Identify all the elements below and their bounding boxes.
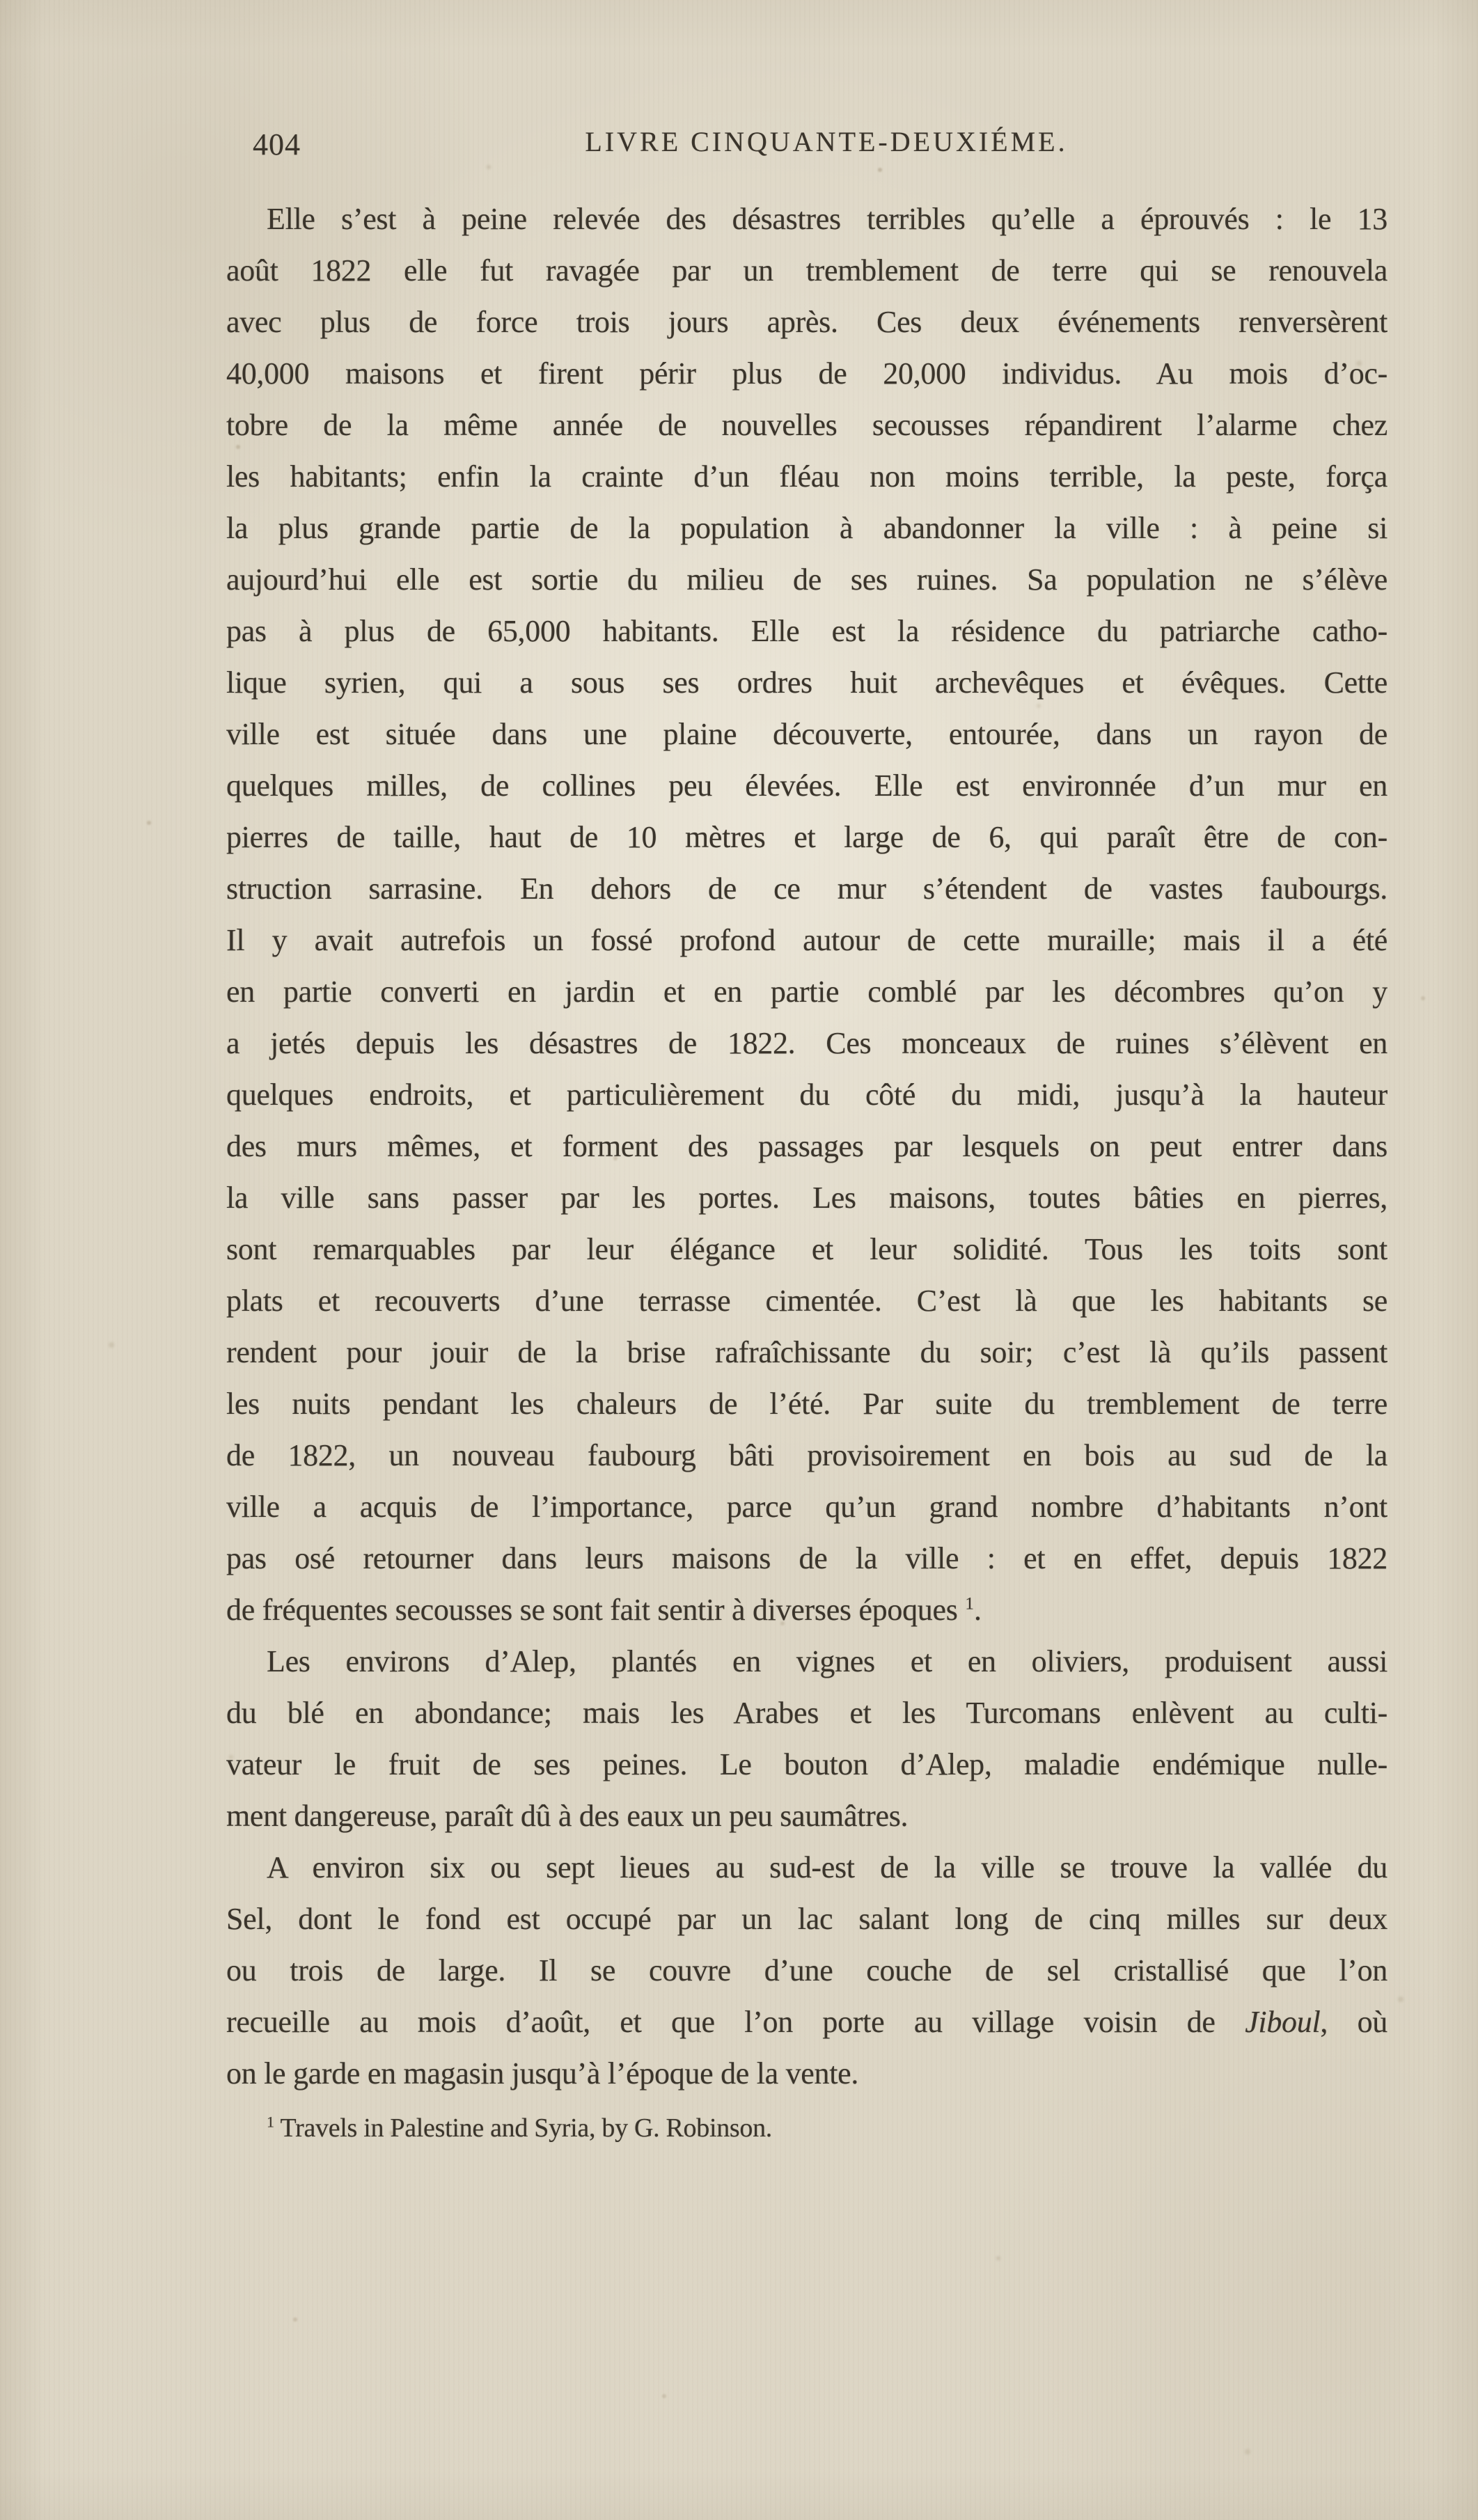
- text-segment: plats et recouverts d’une terrasse cimentée. C’est là que les habitants se: [226, 1284, 1387, 1318]
- text-segment: la plus grande partie de la population à abandonner la ville : à peine si: [226, 511, 1387, 545]
- text-line: [226, 1790, 1387, 1842]
- text-line: [226, 1430, 1387, 1481]
- text-segment: aujourd’hui elle est sortie du milieu de ses ruines. Sa population ne s’élève: [226, 562, 1387, 597]
- text-segment: du blé en abondance; mais les Arabes et les Turcomans enlèvent au culti-: [226, 1696, 1387, 1730]
- text-segment: .: [974, 1593, 982, 1627]
- page-header: [226, 125, 1387, 174]
- paragraph: [226, 194, 1387, 1636]
- text-line: [226, 915, 1387, 966]
- text-line: [226, 966, 1387, 1018]
- text-segment: Les environs d’Alep, plantés en vignes et en oliviers, produisent aussi: [267, 1644, 1387, 1678]
- text-line: [226, 863, 1387, 915]
- text-line: [226, 245, 1387, 297]
- text-segment: les nuits pendant les chaleurs de l’été. Par suite du tremblement de terre: [226, 1387, 1387, 1421]
- text-segment: ville a acquis de l’importance, parce qu’un grand nombre d’habitants n’ont: [226, 1490, 1387, 1524]
- italic-text: Jiboul: [1245, 2005, 1321, 2039]
- text-segment: rendent pour jouir de la brise rafraîchissante du soir; c’est là qu’ils passent: [226, 1335, 1387, 1369]
- text-line: [226, 1275, 1387, 1327]
- text-segment: a jetés depuis les désastres de 1822. Ces monceaux de ruines s’élèvent en: [226, 1026, 1387, 1060]
- text-line: [226, 1636, 1387, 1687]
- text-line: [226, 400, 1387, 451]
- text-segment: ment dangereuse, paraît dû à des eaux un peu saumâtres.: [226, 1799, 909, 1833]
- footnote: [226, 2102, 1387, 2154]
- text-line: [226, 1327, 1387, 1378]
- text-segment: vateur le fruit de ses peines. Le bouton d’Alep, maladie endémique nulle-: [226, 1747, 1387, 1781]
- text-line: [226, 760, 1387, 812]
- footnote-marker: 1: [965, 1593, 974, 1614]
- text-segment: en partie converti en jardin et en partie comblé par les décombres qu’on y: [226, 975, 1387, 1009]
- text-line: [226, 1533, 1387, 1584]
- text-line: [226, 1584, 1387, 1636]
- text-line: [226, 1739, 1387, 1790]
- text-line: [226, 606, 1387, 657]
- text-segment: Elle s’est à peine relevée des désastres terribles qu’elle a éprouvés : le 13: [267, 202, 1387, 236]
- text-line: [226, 657, 1387, 709]
- text-segment: 40,000 maisons et firent périr plus de 20,000 individus. Au mois d’oc-: [226, 356, 1387, 391]
- text-segment: Travels in Palestine and Syria, by G. Robinson.: [274, 2113, 773, 2143]
- text-segment: pas osé retourner dans leurs maisons de la ville : et en effet, depuis 1822: [226, 1541, 1387, 1575]
- text-line: [226, 1481, 1387, 1533]
- text-line: [226, 1121, 1387, 1172]
- text-segment: pierres de taille, haut de 10 mètres et large de 6, qui paraît être de con-: [226, 820, 1387, 854]
- text-segment: ou trois de large. Il se couvre d’une couche de sel cristallisé que l’on: [226, 1953, 1387, 1987]
- text-segment: A environ six ou sept lieues au sud-est de la ville se trouve la vallée du: [267, 1850, 1387, 1884]
- text-segment: pas à plus de 65,000 habitants. Elle est la résidence du patriarche catho-: [226, 614, 1387, 648]
- text-segment: recueille au mois d’août, et que l’on porte au village voisin de: [226, 2005, 1245, 2039]
- text-segment: avec plus de force trois jours après. Ces deux événements renversèrent: [226, 305, 1387, 339]
- text-segment: de 1822, un nouveau faubourg bâti provisoirement en bois au sud de la: [226, 1438, 1387, 1472]
- text-segment: les habitants; enfin la crainte d’un fléau non moins terrible, la peste, força: [226, 459, 1387, 494]
- text-segment: , où: [1320, 2005, 1387, 2039]
- text-segment: quelques endroits, et particulièrement du côté du midi, jusqu’à la hauteur: [226, 1078, 1387, 1112]
- text-line: [226, 1893, 1387, 1945]
- text-line: [226, 709, 1387, 760]
- text-line: [226, 1018, 1387, 1069]
- text-line: [226, 194, 1387, 245]
- text-segment: lique syrien, qui a sous ses ordres huit archevêques et évêques. Cette: [226, 666, 1387, 700]
- text-line: [226, 503, 1387, 554]
- paragraph: [226, 1636, 1387, 1842]
- text-line: [226, 1069, 1387, 1121]
- text-line: [226, 2048, 1387, 2100]
- text-segment: de fréquentes secousses se sont fait sentir à diverses époques: [226, 1593, 966, 1627]
- text-line: [226, 1687, 1387, 1739]
- paragraph: [226, 1842, 1387, 2100]
- text-line: [226, 1172, 1387, 1224]
- footnote-marker: 1: [267, 2113, 275, 2131]
- text-line: [226, 1378, 1387, 1430]
- text-line: [226, 1997, 1387, 2048]
- text-line: [226, 812, 1387, 863]
- paragraphs: [226, 194, 1387, 2100]
- text-line: [226, 1842, 1387, 1893]
- text-segment: des murs mêmes, et forment des passages par lesquels on peut entrer dans: [226, 1129, 1387, 1163]
- page-number: 404: [253, 127, 301, 162]
- text-block: [226, 194, 1387, 2154]
- text-line: [226, 348, 1387, 400]
- text-segment: la ville sans passer par les portes. Les maisons, toutes bâties en pierres,: [226, 1181, 1387, 1215]
- text-line: [226, 1945, 1387, 1997]
- text-segment: Il y avait autrefois un fossé profond autour de cette muraille; mais il a été: [226, 923, 1387, 957]
- text-segment: sont remarquables par leur élégance et leur solidité. Tous les toits sont: [226, 1232, 1387, 1266]
- text-segment: ville est située dans une plaine découverte, entourée, dans un rayon de: [226, 717, 1387, 751]
- text-segment: on le garde en magasin jusqu’à l’époque de la vente.: [226, 2056, 859, 2090]
- text-line: [226, 1224, 1387, 1275]
- text-segment: août 1822 elle fut ravagée par un tremblement de terre qui se renouvela: [226, 253, 1387, 288]
- text-segment: struction sarrasine. En dehors de ce mur s’étendent de vastes faubourgs.: [226, 872, 1387, 906]
- text-line: [226, 554, 1387, 606]
- text-segment: quelques milles, de collines peu élevées. Elle est environnée d’un mur en: [226, 769, 1387, 803]
- text-line: [226, 451, 1387, 503]
- text-segment: tobre de la même année de nouvelles secousses répandirent l’alarme chez: [226, 408, 1387, 442]
- text-line: [226, 297, 1387, 348]
- running-title: LIVRE CINQUANTE-DEUXIÉME.: [585, 126, 1068, 157]
- text-line: [226, 2102, 1387, 2154]
- text-segment: Sel, dont le fond est occupé par un lac salant long de cinq milles sur deux: [226, 1902, 1387, 1936]
- paper-speckles: [0, 0, 3, 3]
